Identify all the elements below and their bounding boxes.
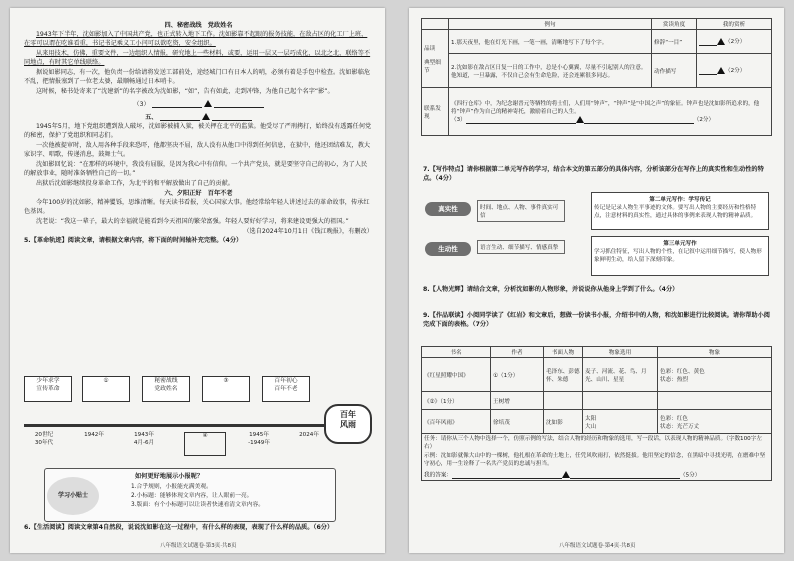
t2r3-person: 沈如影 bbox=[544, 410, 583, 434]
unit2-box: 第二单元写作：学写传记 传记是记录人物生平事迹的文体。要写出人物的主要经历和性格特点，注意材料的真实性，通过具体的事例来表现人物的精神品质。 bbox=[591, 192, 769, 230]
row1-angle: 修辞“一目” bbox=[652, 30, 697, 54]
t2r3-book: 《百年风雨》 bbox=[422, 410, 491, 434]
timeline-axis bbox=[24, 424, 334, 427]
q9-label: 9.【作品联读】小阅同学读了《红岩》和文章后，想做一份读书小报，介绍书中的人物，和沈如影进行比较阅读。请你帮助小阅完成下面的表格。（7分） bbox=[423, 312, 770, 328]
row-label: 品读 典型细节 bbox=[422, 30, 449, 88]
q7-label: 7.【写作特点】请你根据第二单元写作的学习，结合本文的第五部分的具体内容，分析该部分在写作上的真实性和生动性的特点。（4分） bbox=[423, 166, 764, 182]
appreciation-table bbox=[421, 18, 772, 136]
task-cell bbox=[422, 434, 772, 481]
t2r3-author: 徐培茂 bbox=[491, 410, 544, 434]
s4-p1b: 从来用技术，仿佛，重要文件，一边组织人情报，研究地上一些材料，或要，运用一层又一层巧成化，以北之北，联络等不同地点，有时其它单线联络。 bbox=[24, 49, 371, 66]
timeline bbox=[24, 376, 374, 464]
q8-label: 8.【人物光辉】请结合文章，分析沈如影的人物形象，并说说你从他身上学到了什么。（4分） bbox=[423, 286, 679, 293]
section4 bbox=[24, 22, 373, 246]
q6-label: 6.【生活阅读】阅读文章第4自然段，说说沈如影在这一过程中，有什么样的表现，表现了什么样的品质。（6分） bbox=[24, 524, 334, 531]
blank-underline[interactable] bbox=[214, 100, 264, 108]
tip-item: 2.小标题：能够体现文章内容，让人眼前一亮。 bbox=[131, 492, 253, 499]
tip-list bbox=[131, 483, 264, 510]
s4-p3: 这时候，秘书处寄来了“沈建新”的名字被改为沈如影，“如”，告有如此，走到冲锋，为他自己起个名字“影”。 bbox=[36, 87, 334, 95]
answer-line[interactable] bbox=[452, 471, 562, 479]
my-answer-row: 我的答案： （5分） bbox=[424, 472, 701, 479]
books-table bbox=[421, 346, 772, 481]
row1-example: 1.那天夜里，他在灯光下画，一笔一画，清晰地写下了每个字。 bbox=[449, 30, 652, 54]
page-footer: 八年级语文试题卷·第4页·共8页 bbox=[559, 543, 636, 549]
writing-panel bbox=[421, 192, 773, 282]
blank-underline[interactable] bbox=[152, 100, 202, 108]
tag-vivid: 生动性 bbox=[425, 242, 471, 256]
section4-title: 四、秘密战线 党政姓名 bbox=[164, 22, 233, 29]
q5-label: 5.【革命轨迹】阅读文章，请根据文章内容，将下面的时间轴补充完整。（4分） bbox=[24, 236, 243, 244]
timeline-top-item: 少年求学 宣传革命 bbox=[24, 376, 72, 402]
page-footer: 八年级语文试题卷·第3页·共8页 bbox=[160, 543, 237, 549]
exam-page-right bbox=[409, 8, 784, 553]
sample-text: 示例：沈如影就像大山中的一棵树，他扎根在革命的土地上，任凭风吹雨打，依然挺拔。他用坚定的信念，在黑暗中寻找光明，在磨难中坚守初心，用一生诠释了一名共产党员的忠诚与担当。 bbox=[424, 452, 766, 468]
s5-p2: 一次他被提审时，敌人用各种手段来恐吓，他都坚决不屈，敌人没有从他口中得到任何信息，在狱中，他还团结难友，教大家识字、唱歌，传递消息，鼓舞士气。 bbox=[24, 141, 371, 158]
triangle-icon bbox=[202, 113, 210, 120]
s6-p1: 今年100岁的沈如影，精神矍铄，思维清晰。每天读书看报，关心国家大事。他经常给年轻人讲述过去的革命故事，传承红色基因。 bbox=[24, 198, 370, 215]
s4-p2: 据说如影同志，有一次，他负责一份给请将发送工部前处，途经城门口有日本人的哨，必须有着是手包中检查。沈如影临危不乱，把情报塞到了一位老太婆，最顺畅通过日本哨卡。 bbox=[24, 68, 371, 85]
t2r2-author: 王树增 bbox=[491, 392, 544, 410]
th-objects: 物象 bbox=[658, 347, 772, 358]
row3-example: 《四行仓库》中，为纪念谢晋元等牺牲的将士们，人们用“钟声”，“钟声”是“中国之声”的象征。钟声也是沈如影所追求的，他将“钟声”作为自己的精神寄托，激励着自己的人生。 （3） （2分） bbox=[449, 88, 772, 136]
tip-item: 1.合乎规则，小报能充满美观。 bbox=[131, 484, 212, 490]
triangle-icon bbox=[204, 100, 212, 107]
timeline-top-item[interactable]: ③ bbox=[202, 376, 250, 402]
th-items: 物象选用 bbox=[583, 347, 658, 358]
timeline-bottom-item: 1942年 bbox=[84, 432, 104, 438]
blank-label: （3） bbox=[133, 100, 150, 108]
tip-title: 如何更好地展示小报呢？ bbox=[135, 473, 204, 480]
th-person: 书面人物 bbox=[544, 347, 583, 358]
t2r1-items: 麦子、河流、花、鸟、月光、山川、星星 bbox=[583, 358, 658, 392]
s6-p2: 沈老说：“我这一辈子，最大的幸福就是能看到今天祖国的繁荣富强。年轻人要好好学习，将来建设更强大的祖国。” bbox=[36, 217, 349, 225]
s5-p1: 1945年5月，地下党组织遭到敌人破坏，沈如影被捕入狱，被关押在北平的监狱。他受尽了严刑拷打，始终没有透露任何党的秘密，保护了党组织和同志们。 bbox=[24, 122, 372, 139]
th-example: 例句 bbox=[449, 19, 652, 30]
th-book: 书名 bbox=[422, 347, 491, 358]
s5-p4: 出狱后沈如影继续投身革命工作，为北平的和平解放做出了自己的贡献。 bbox=[36, 179, 234, 187]
tag-real-text: 时间、地点、人物、事件真实可信 bbox=[477, 200, 565, 222]
source: （选自2024年10月1日《钱江晚报》，有删改） bbox=[243, 227, 373, 235]
tip-item: 3.版面：有个小标题可以让读者快速看清文章内容。 bbox=[131, 501, 265, 508]
timeline-bottom-item[interactable]: ④ bbox=[184, 432, 226, 456]
row1-answer[interactable]: （2分） bbox=[697, 30, 772, 54]
section6-title: 六、夕阳正好 百年不老 bbox=[164, 189, 233, 197]
task-text: 任务：请你从三个人物中选择一个，仿照示例的写法，结合人物的经历和物象的选用，写一段话，以表现人物的精神品质。（字数100字左右） bbox=[424, 436, 762, 451]
t2r1-person: 毛泽东、彭德怀、朱德 bbox=[544, 358, 583, 392]
t2r1-book: 《红星照耀中国》 bbox=[422, 358, 491, 392]
s4-p1: 1943年下半年，沈如影加入了中国共产党，也正式转入地下工作。沈如影靠不起眼的报务技能，在敌占区的化工厂上班，在零可以谓在吃谁看重，书记书记乘义工小闫可以欲吃资，安全组织。 bbox=[24, 30, 368, 47]
row2-answer[interactable]: （2分） bbox=[697, 54, 772, 88]
timeline-bottom-item: 2024年 bbox=[299, 432, 319, 438]
t2r1-objects: 色彩：红色、黄色 状态：热烈 bbox=[658, 358, 772, 392]
t2r3-objects: 色彩：红色 状态：光芒万丈 bbox=[658, 410, 772, 434]
s5-p3: 沈如影回忆说：“在那样的环境中，我没有屈服，是因为我心中有信仰。一个共产党员，就是要坚守自己的初心，为了人民的解放事业，随时准备牺牲自己的一切。” bbox=[24, 160, 368, 177]
timeline-bottom-item: 20世纪 30年代 bbox=[34, 432, 54, 446]
tip-box bbox=[44, 468, 336, 522]
tip-badge: 学习小贴士 bbox=[47, 477, 99, 515]
timeline-bottom-item: 1943年 4月-6月 bbox=[133, 432, 155, 446]
th-analysis: 我的赏析 bbox=[697, 19, 772, 30]
tag-vivid-text: 语言生动、细节描写、情感真挚 bbox=[477, 240, 565, 254]
exam-page-left bbox=[10, 8, 385, 553]
row2-example: 2.沈如影在敌占区日复一日的工作中，总是小心翼翼，尽量不引起别人的注意。他知道，一旦暴露，不仅自己会有生命危险，还会连累很多同志。 bbox=[449, 54, 652, 88]
timeline-end: 百年 风雨 bbox=[324, 404, 372, 444]
tag-real: 真实性 bbox=[425, 202, 471, 216]
th-author: 作者 bbox=[491, 347, 544, 358]
th-angle: 赏读角度 bbox=[652, 19, 697, 30]
row3-label: 联系发现 bbox=[422, 88, 449, 136]
timeline-top-item[interactable]: ① bbox=[82, 376, 130, 402]
t2r3-items: 太阳 大山 bbox=[583, 410, 658, 434]
unit3-box: 第三单元写作 学习抓住特征，写出人物的个性，在记叙中运用细节描写，使人物形象鲜明生动，给人留下深刻印象。 bbox=[591, 236, 769, 276]
blank-line-3 bbox=[24, 100, 373, 110]
row2-angle: 动作描写 bbox=[652, 54, 697, 88]
t2r2-book[interactable]: 《②》（1分） bbox=[422, 392, 491, 410]
timeline-top-item: 百年初心 百年不老 bbox=[262, 376, 310, 402]
timeline-top-item: 秘密战线 党政姓名 bbox=[142, 376, 190, 402]
section5-title: 五、 bbox=[24, 113, 373, 123]
t2r1-author[interactable]: ①（1分） bbox=[491, 358, 544, 392]
timeline-bottom-item: 1945年 -1949年 bbox=[248, 432, 270, 446]
